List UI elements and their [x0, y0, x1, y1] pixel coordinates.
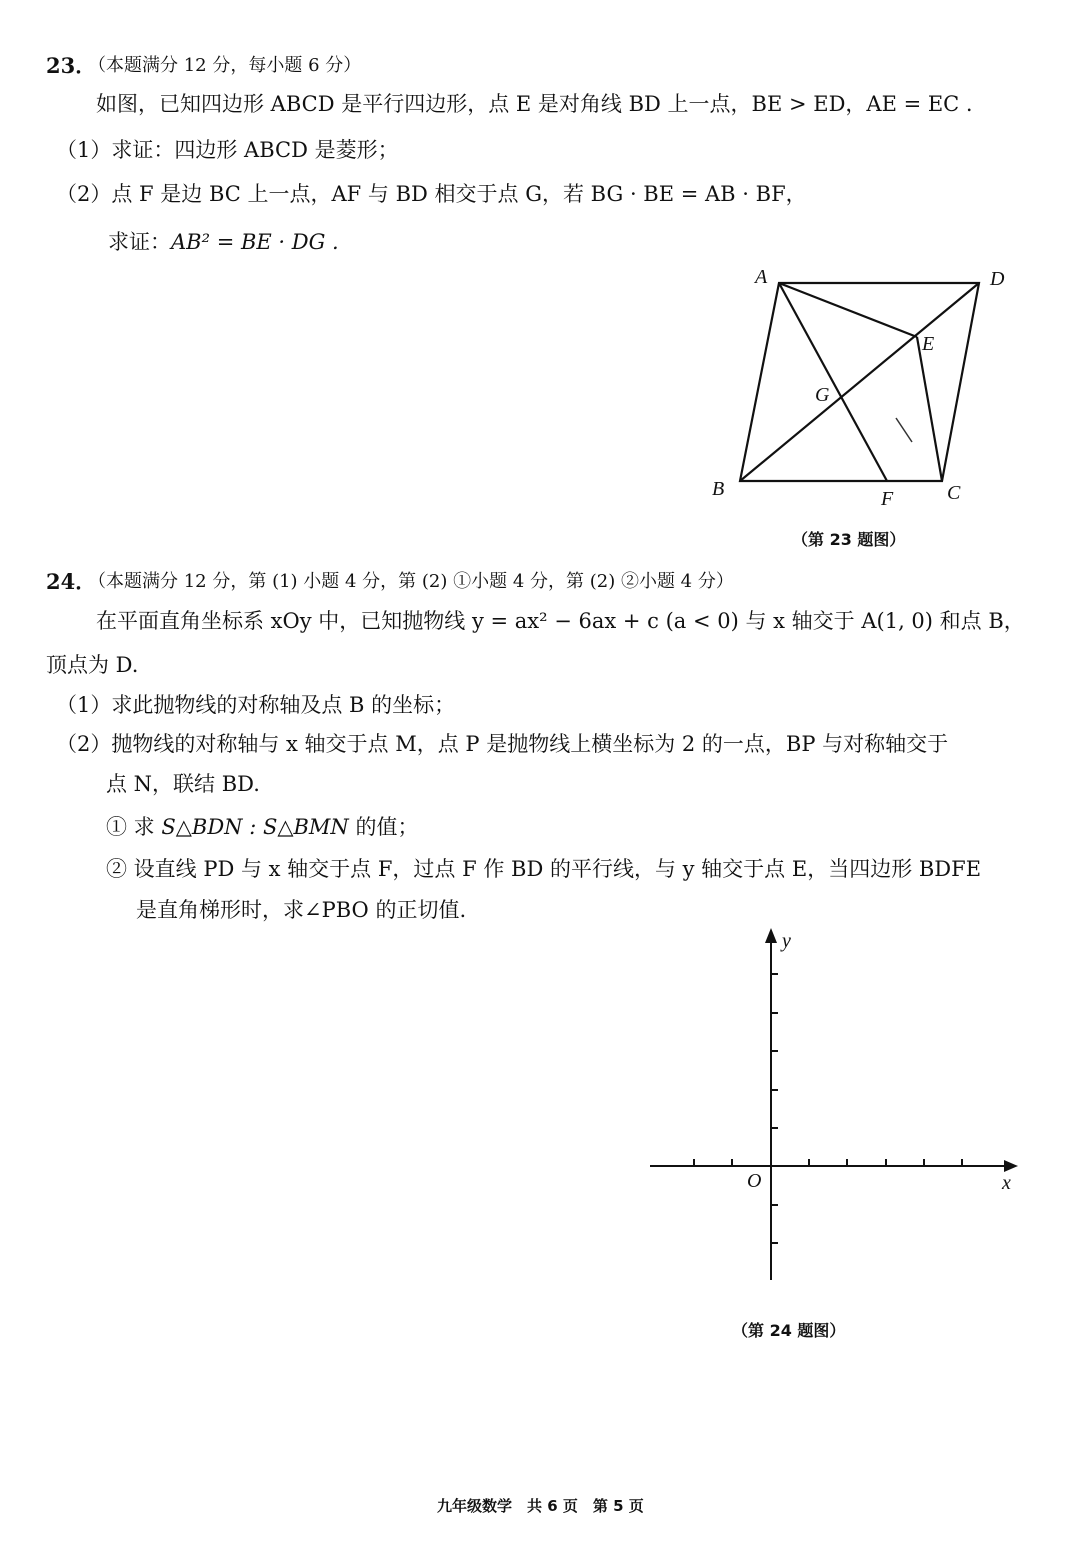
q24-axes: [640, 925, 1030, 1285]
segment-ec: [917, 337, 942, 481]
label-G: G: [815, 384, 830, 406]
q23-part2: （2）点 F 是边 BC 上一点，AF 与 BD 相交于点 G，若 BG · BE = AB · BF，: [56, 182, 807, 206]
q23-part1: （1）求证：四边形 ABCD 是菱形；: [56, 138, 399, 162]
q23-prove-formula: AB² = BE · DG .: [171, 230, 339, 254]
q24-part2-line2: 点 N，联结 BD.: [106, 772, 260, 796]
segment-af: [779, 283, 887, 481]
q23-prove-prefix: 求证：: [108, 230, 171, 254]
scan-mark: [896, 418, 912, 442]
q24-score-note: （本题满分 12 分，第 (1) 小题 4 分，第 (2) ①小题 4 分，第 (2) ②小题 4 分）: [88, 571, 734, 592]
q23-score-note: （本题满分 12 分，每小题 6 分）: [88, 55, 362, 76]
label-F: F: [881, 488, 894, 510]
q24-part2-line1: （2）抛物线的对称轴与 x 轴交于点 M，点 P 是抛物线上横坐标为 2 的一点，BP 与对称轴交于: [56, 732, 949, 756]
label-C: C: [947, 482, 961, 504]
q23-stem: 如图，已知四边形 ABCD 是平行四边形，点 E 是对角线 BD 上一点，BE > ED，AE = EC .: [96, 92, 973, 116]
q23-prove-line: [108, 232, 339, 253]
segment-ae: [779, 283, 917, 337]
q24-stem-line2: 顶点为 D.: [46, 653, 139, 677]
q24-sub1-prefix: ① 求: [106, 815, 162, 839]
x-axis-ticks: [694, 1159, 962, 1166]
label-E: E: [922, 333, 935, 355]
q24-sub2-line1: ② 设直线 PD 与 x 轴交于点 F，过点 F 作 BD 的平行线，与 y 轴交于点 E，当四边形 BDFE: [106, 857, 982, 881]
q23-figure: [700, 260, 1040, 520]
q23-caption: （第 23 题图）: [792, 530, 906, 549]
q24-caption: （第 24 题图）: [732, 1321, 846, 1340]
label-A: A: [755, 266, 768, 288]
page-footer: 九年级数学 共 6 页 第 5 页: [437, 1497, 644, 1515]
diagonal-bd: [740, 283, 979, 481]
q24-sub1: [106, 817, 419, 838]
q24-part1: （1）求此抛物线的对称轴及点 B 的坐标；: [56, 693, 456, 717]
q24-sub1-formula: S△BDN : S△BMN: [161, 815, 349, 839]
q24-stem-line1: 在平面直角坐标系 xOy 中，已知抛物线 y = ax² − 6ax + c (a < 0) 与 x 轴交于 A(1, 0) 和点 B，: [96, 609, 1025, 633]
axis-label-x: x: [1002, 1172, 1011, 1194]
origin-label: O: [747, 1170, 762, 1192]
label-B: B: [712, 478, 725, 500]
y-axis-ticks: [771, 974, 778, 1243]
label-D: D: [990, 268, 1005, 290]
q24-sub1-suffix: 的值；: [348, 815, 419, 839]
q24-number: 24．: [46, 569, 97, 594]
q24-sub2-line2: 是直角梯形时，求∠PBO 的正切值.: [136, 898, 467, 922]
axis-label-y: y: [782, 930, 791, 952]
q23-number: 23．: [46, 53, 97, 78]
y-axis-arrow-icon: [765, 928, 777, 943]
x-axis-arrow-icon: [1004, 1160, 1018, 1172]
